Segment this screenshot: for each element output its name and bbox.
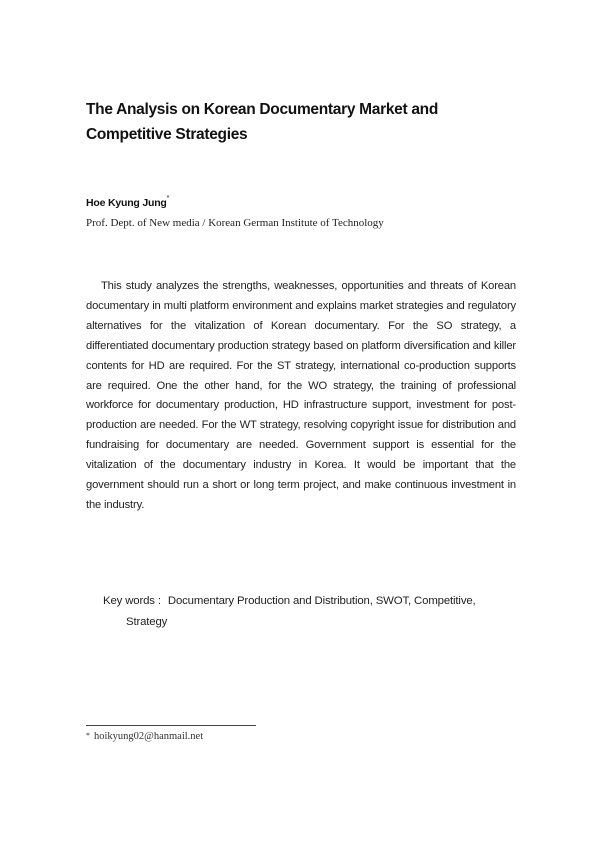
- footnote: [86, 731, 203, 742]
- author-line: [86, 197, 169, 209]
- author-footnote-mark: *: [166, 195, 170, 202]
- author-affiliation: Prof. Dept. of New media / Korean German Institute of Technology: [86, 217, 384, 229]
- keywords-text-line2: Strategy: [126, 616, 168, 628]
- author-name: Hoe Kyung Jung: [86, 197, 167, 209]
- abstract-text: This study analyzes the strengths, weaknesses, opportunities and threats of Korean documentary in multi platform environment and explains market strategies and regulatory alternatives for the vitalization of Korean documentary. For the SO strategy, a differentiated documentary production strategy based on platform diversification and killer contents for HD are required. For the ST strategy, international co-production supports are required. One the other hand, for the WO strategy, the training of professional workforce for documentary production, HD infrastructure support, investment for post-production are needed. For the WT strategy, resolving copyright issue for distribution and fundraising for documentary are needed. Government support is essential for the vitalization of the documentary industry in Korea. It would be important that the government should run a short or long term project, and make continuous investment in the industry.: [86, 280, 516, 511]
- footnote-email: hoikyung02@hanmail.net: [94, 731, 204, 742]
- paper-title: The Analysis on Korean Documentary Market and Competitive Strategies: [86, 101, 438, 143]
- keywords-label: Key words :: [103, 595, 161, 607]
- footnote-mark: *: [86, 731, 90, 740]
- keywords-block: [103, 591, 516, 633]
- keywords-text-line1: Documentary Production and Distribution, SWOT, Competitive,: [167, 595, 476, 607]
- footnote-divider: [86, 725, 256, 726]
